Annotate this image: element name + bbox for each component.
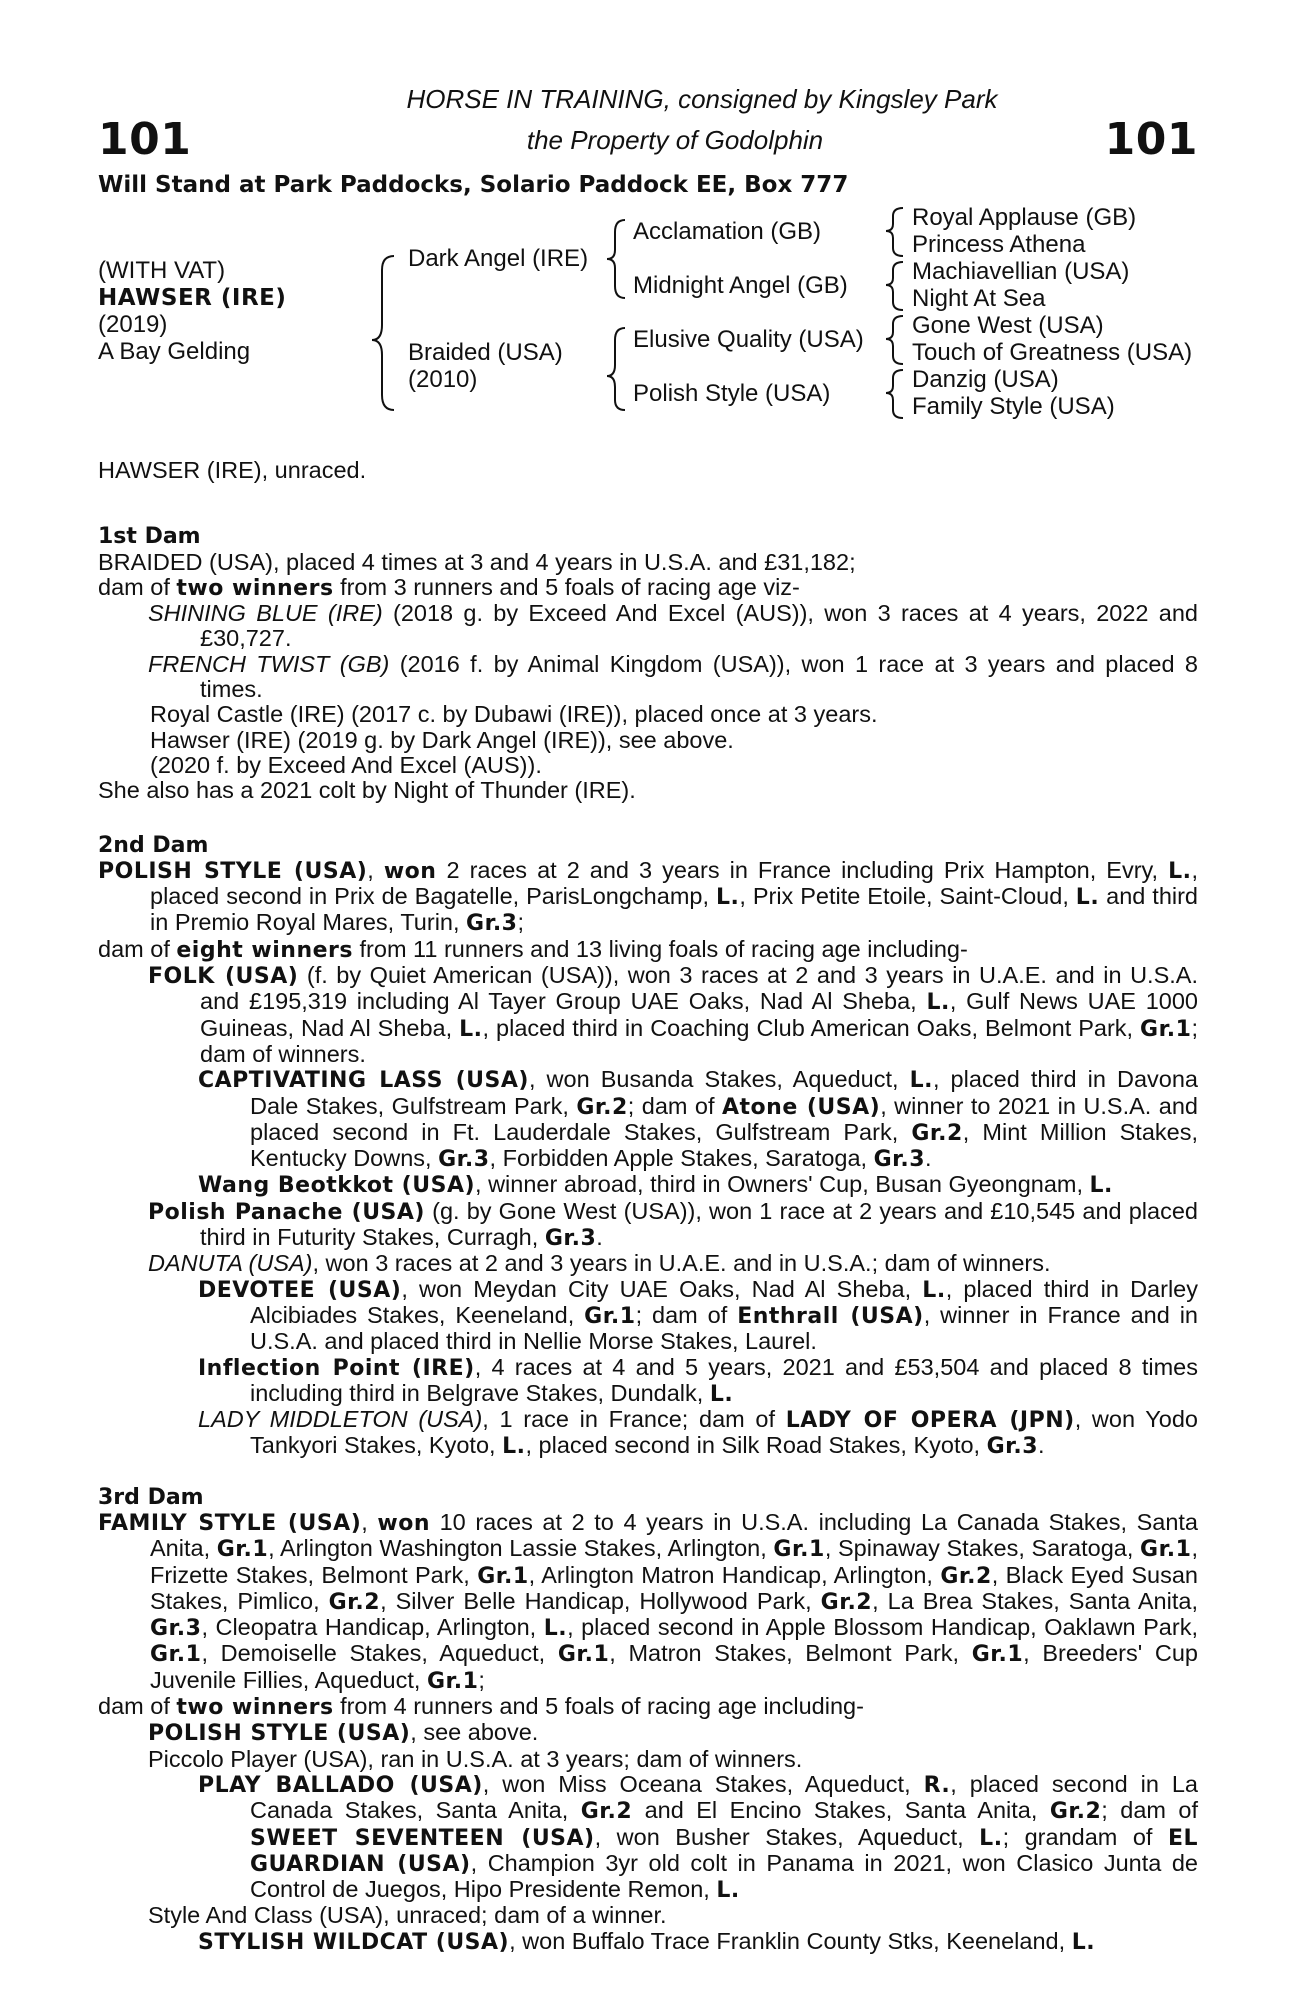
sire-of-dam: Elusive Quality (USA)	[633, 326, 864, 353]
g3-3: Machiavellian (USA)	[912, 258, 1130, 285]
dam-of-dam: Polish Style (USA)	[633, 380, 831, 407]
stand-location: Will Stand at Park Paddocks, Solario Paddock EE, Box 777	[98, 172, 849, 198]
racing-record: HAWSER (IRE), unraced.	[98, 457, 367, 483]
third-dam-record: FAMILY STYLE (USA), won 10 races at 2 to 4 years in U.S.A. including La Canada Stakes, Santa Anita, Gr.1, Arlington Washington Lassie Stakes, Arlington, Gr.1, Spinaway Stakes, Saratoga, Gr.1, Frizette Stakes, Belmont Park, Gr.1, Arlington Matron Handicap, Arlington, Gr.2, Black Eyed Susan Stakes, Pimlico, Gr.2, Silver Belle Handicap, Hollywood Park, Gr.2, La Brea Stakes, Santa Anita, Gr.3, Cleopatra Handicap, Arlington, L., placed second in Apple Blossom Handicap, Oaklawn Park, Gr.1, Demoiselle Stakes, Aqueduct, Gr.1, Matron Stakes, Belmont Park, Gr.1, Breeders' Cup Juvenile Fillies, Aqueduct, Gr.1;	[98, 1508, 1199, 1694]
consignor-line: HORSE IN TRAINING, consigned by Kingsley Park	[406, 84, 998, 114]
dam-year: (2010)	[408, 366, 478, 393]
lot-number-left: 101	[98, 114, 192, 165]
horse-description: A Bay Gelding	[98, 338, 251, 365]
third-dam-heading: 3rd Dam	[98, 1484, 204, 1510]
g3-7: Danzig (USA)	[912, 366, 1059, 393]
sire-of-sire: Acclamation (GB)	[633, 218, 822, 245]
produce-entry: Style And Class (USA), unraced; dam of a winner.	[148, 1902, 667, 1929]
g3-2: Princess Athena	[912, 231, 1086, 258]
lot-number-right: 101	[1104, 114, 1198, 165]
vat-note: (WITH VAT)	[98, 257, 226, 284]
g3-1: Royal Applause (GB)	[912, 204, 1137, 231]
produce-entry: PLAY BALLADO (USA), won Miss Oceana Stakes, Aqueduct, R., placed second in La Canada Stakes, Santa Anita, Gr.2 and El Encino Stakes, Santa Anita, Gr.2; dam of SWEET SEVENTEEN (USA), won Busher Stakes, Aqueduct, L.; grandam of EL GUARDIAN (USA), Champion 3yr old colt in Panama in 2021, won Clasico Junta de Control de Juegos, Hipo Presidente Remon, L.	[198, 1770, 1199, 1904]
produce-entry: DANUTA (USA), won 3 races at 2 and 3 years in U.A.E. and in U.S.A.; dam of winners.	[148, 1250, 1051, 1277]
second-dam-heading: 2nd Dam	[98, 832, 209, 858]
produce-entry: CAPTIVATING LASS (USA), won Busanda Stakes, Aqueduct, L., placed third in Davona Dale Stakes, Gulfstream Park, Gr.2; dam of Atone (USA), winner to 2021 in U.S.A. and placed second in Ft. Lauderdale Stakes, Gulfstream Park, Gr.2, Mint Million Stakes, Kentucky Downs, Gr.3, Forbidden Apple Stakes, Saratoga, Gr.3.	[198, 1066, 1198, 1173]
produce-entry: LADY MIDDLETON (USA), 1 race in France; dam of LADY OF OPERA (JPN), won Yodo Tankyori Stakes, Kyoto, L., placed second in Silk Road Stakes, Kyoto, Gr.3.	[198, 1406, 1199, 1460]
produce-entry: POLISH STYLE (USA), see above.	[148, 1719, 539, 1747]
produce-entry: DEVOTEE (USA), won Meydan City UAE Oaks, Nad Al Sheba, L., placed third in Darley Alcibiades Stakes, Keeneland, Gr.1; dam of Enthrall (USA), winner in France and in U.S.A. and placed third in Nellie Morse Stakes, Laurel.	[198, 1275, 1198, 1355]
third-dam-produce-summary: dam of two winners from 4 runners and 5 foals of racing age including-	[98, 1693, 864, 1721]
produce-entry: (2020 f. by Exceed And Excel (AUS)).	[150, 751, 542, 778]
produce-entry: Wang Beotkkot (USA), winner abroad, third in Owners' Cup, Busan Gyeongnam, L.	[198, 1171, 1113, 1199]
produce-entry: Royal Castle (IRE) (2017 c. by Dubawi (IRE)), placed once at 3 years.	[150, 701, 878, 728]
horse-year: (2019)	[98, 311, 168, 338]
g3-8: Family Style (USA)	[912, 393, 1115, 420]
g3-4: Night At Sea	[912, 285, 1046, 312]
produce-entry: SHINING BLUE (IRE) (2018 g. by Exceed And Excel (AUS)), won 3 races at 4 years, 2022 and £30,727.	[148, 600, 1198, 652]
horse-name: HAWSER (IRE)	[98, 285, 287, 311]
produce-entry: Hawser (IRE) (2019 g. by Dark Angel (IRE)), see above.	[150, 726, 734, 753]
produce-entry: Inflection Point (IRE), 4 races at 4 and 5 years, 2021 and £53,504 and placed 8 times including third in Belgrave Stakes, Dundalk, L.	[198, 1353, 1198, 1407]
produce-entry: STYLISH WILDCAT (USA), won Buffalo Trace Franklin County Stks, Keeneland, L.	[198, 1927, 1096, 1955]
sire: Dark Angel (IRE)	[408, 245, 589, 272]
second-dam-record: POLISH STYLE (USA), won 2 races at 2 and 3 years in France including Prix Hampton, Evry, L., placed second in Prix de Bagatelle, ParisLongchamp, L., Prix Petite Etoile, Saint-Cloud, L. and third in Premio Royal Mares, Turin, Gr.3;	[98, 856, 1199, 937]
first-dam-record: BRAIDED (USA), placed 4 times at 3 and 4 years in U.S.A. and £31,182;	[98, 548, 856, 575]
dam-of-sire: Midnight Angel (GB)	[633, 272, 848, 299]
dam: Braided (USA)	[408, 339, 563, 366]
produce-entry: FOLK (USA) (f. by Quiet American (USA)), won 3 races at 2 and 3 years in U.A.E. and in U.S.A. and £195,319 including Al Tayer Group UAE Oaks, Nad Al Sheba, L., Gulf News UAE 1000 Guineas, Nad Al Sheba, L., placed third in Coaching Club American Oaks, Belmont Park, Gr.1; dam of winners.	[148, 962, 1198, 1067]
first-dam-produce-summary: dam of two winners from 3 runners and 5 foals of racing age viz-	[98, 573, 800, 601]
g3-6: Touch of Greatness (USA)	[912, 339, 1193, 366]
g3-5: Gone West (USA)	[912, 312, 1104, 339]
produce-entry: FRENCH TWIST (GB) (2016 f. by Animal Kingdom (USA)), won 1 race at 3 years and placed 8 times.	[148, 650, 1198, 703]
produce-note: She also has a 2021 colt by Night of Thunder (IRE).	[98, 777, 636, 804]
produce-entry: Piccolo Player (USA), ran in U.S.A. at 3 years; dam of winners.	[148, 1745, 803, 1772]
produce-entry: Polish Panache (USA) (g. by Gone West (USA)), won 1 race at 2 years and £10,545 and placed third in Futurity Stakes, Curragh, Gr.3.	[148, 1197, 1198, 1252]
pedigree-notes	[98, 458, 1198, 1955]
property-line: the Property of Godolphin	[526, 125, 824, 155]
second-dam-produce-summary: dam of eight winners from 11 runners and 13 living foals of racing age including-	[98, 935, 968, 963]
first-dam-heading: 1st Dam	[98, 524, 201, 550]
